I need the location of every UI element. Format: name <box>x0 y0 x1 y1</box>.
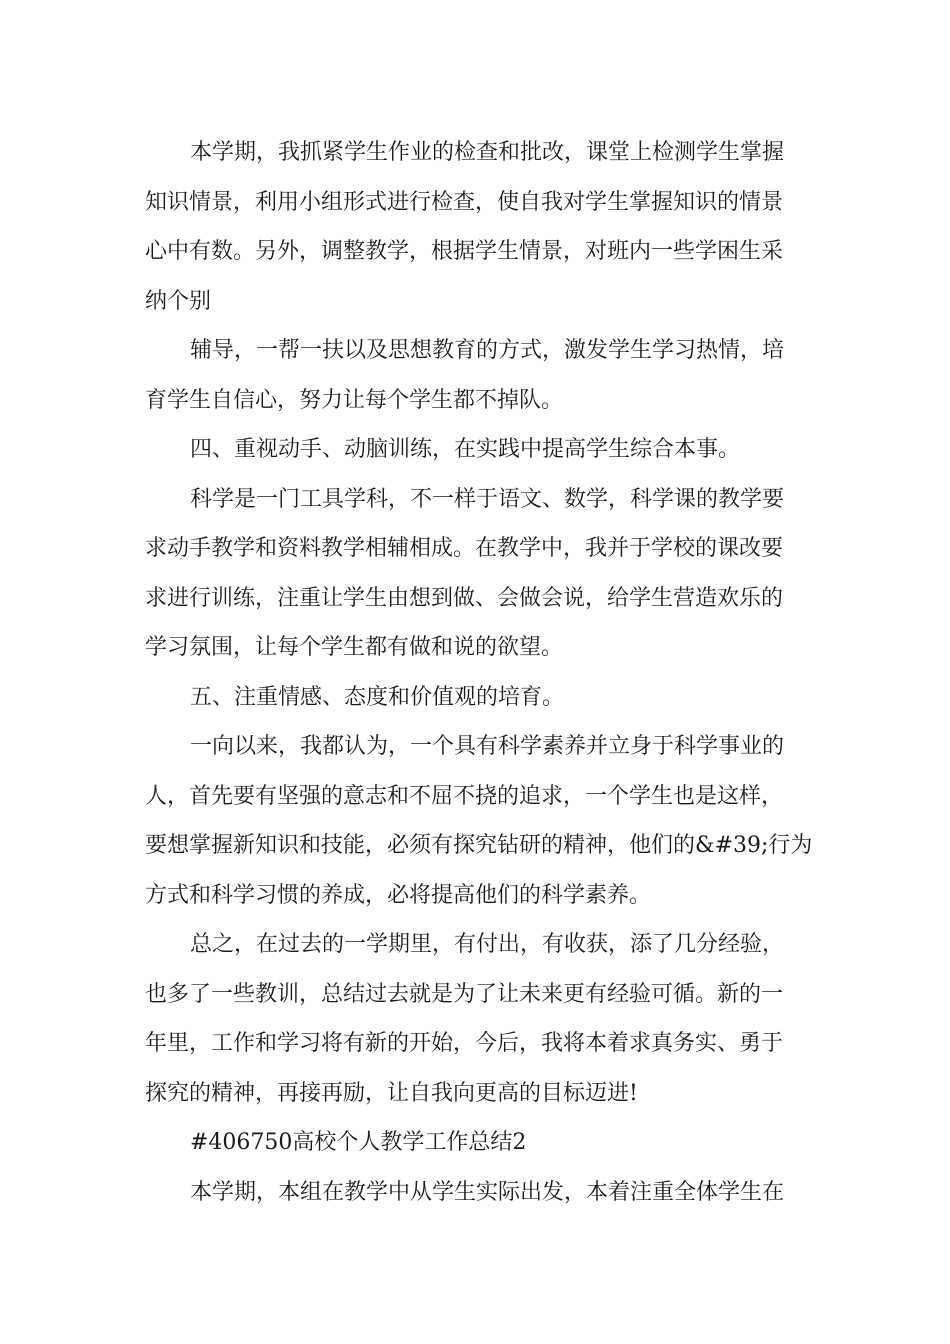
section-heading <box>145 425 810 475</box>
paragraph <box>145 475 810 673</box>
text-line: 心中有数。另外，调整教学，根据学生情景，对班内一些学困生采 <box>145 239 784 264</box>
paragraph <box>145 722 813 920</box>
document-body <box>145 128 813 1217</box>
text-line: 五、注重情感、态度和价值观的培育。 <box>190 684 565 710</box>
paragraph <box>145 326 810 425</box>
text-line: 四、重视动手、动脑训练，在实践中提高学生综合本事。 <box>190 437 741 462</box>
paragraph <box>145 128 810 326</box>
text-line: 辅导，一帮一扶以及思想教育的方式，激发学生学习热情，培 <box>190 338 785 363</box>
text-line: 也多了一些教训，总结过去就是为了让未来更有经验可循。新的一 <box>145 981 784 1007</box>
text-line: 学习氛围，让每个学生都有做和说的欲望。 <box>145 635 564 660</box>
text-line: 知识情景，利用小组形式进行检查，使自我对学生掌握知识的情景 <box>145 189 784 215</box>
text-line: 要想掌握新知识和技能，必须有探究钻研的精神，他们的&#39;行为 <box>145 833 813 858</box>
text-line: #406750高校个人教学工作总结2 <box>190 1130 527 1155</box>
paragraph <box>145 1168 810 1218</box>
text-line: 本学期，本组在教学中从学生实际出发，本着注重全体学生在 <box>190 1179 785 1205</box>
text-line: 本学期，我抓紧学生作业的检查和批改，课堂上检测学生掌握 <box>190 140 785 165</box>
text-line: 科学是一门工具学科，不一样于语文、数学，科学课的教学要 <box>190 486 785 512</box>
text-line: 年里，工作和学习将有新的开始，今后，我将本着求真务实、勇于 <box>145 1031 784 1056</box>
text-line: 总之，在过去的一学期里，有付出，有收获，添了几分经验， <box>190 932 785 957</box>
text-line: 探究的精神，再接再励，让自我向更高的目标迈进! <box>145 1080 638 1106</box>
section-heading <box>145 673 810 723</box>
text-line: 求动手教学和资料教学相辅相成。在教学中，我并于学校的课改要 <box>145 536 784 561</box>
text-line: 求进行训练，注重让学生由想到做、会做会说，给学生营造欢乐的 <box>145 585 784 611</box>
text-line: 一向以来，我都认为，一个具有科学素养并立身于科学事业的 <box>190 734 785 759</box>
text-line: 育学生自信心，努力让每个学生都不掉队。 <box>145 387 564 413</box>
text-line: 方式和科学习惯的养成，必将提高他们的科学素养。 <box>145 882 652 908</box>
text-line: 人，首先要有坚强的意志和不屈不挠的追求，一个学生也是这样， <box>145 783 784 809</box>
document-subtitle <box>145 1118 810 1168</box>
text-line: 纳个别 <box>145 288 212 314</box>
paragraph <box>145 920 810 1118</box>
